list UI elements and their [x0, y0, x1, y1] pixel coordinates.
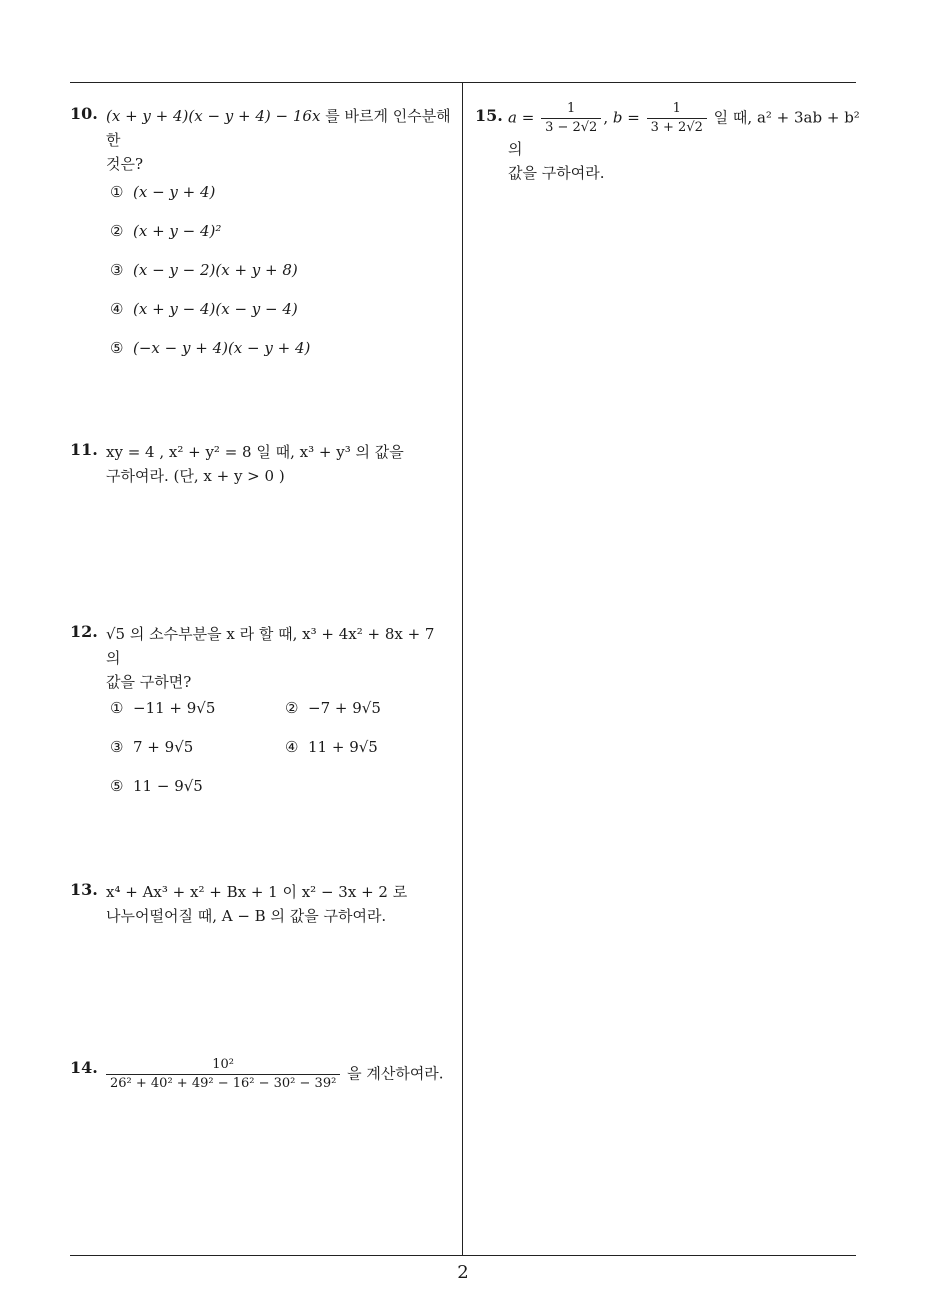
- stem-line1: x⁴ + Ax³ + x² + Bx + 1 이 x² − 3x + 2 로: [106, 883, 408, 901]
- page-number: 2: [457, 1262, 469, 1283]
- option-text: 11 − 9√5: [133, 777, 203, 795]
- problem-number: 15.: [475, 106, 503, 125]
- option-1[interactable]: [110, 696, 215, 720]
- stem-line2: 것은?: [106, 155, 144, 173]
- option-4[interactable]: [110, 297, 298, 321]
- option-mark: ②: [110, 222, 124, 240]
- option-mark: ④: [110, 300, 124, 318]
- stem-line2: 값을 구하여라.: [508, 164, 605, 182]
- problem-stem: [106, 440, 451, 488]
- a-lhs: a =: [508, 108, 535, 127]
- option-text: (x − y + 4): [133, 183, 216, 201]
- option-text: 7 + 9√5: [133, 738, 194, 756]
- option-1[interactable]: [110, 180, 215, 204]
- option-2[interactable]: [110, 219, 221, 243]
- problem-stem: [508, 100, 868, 185]
- separator: ,: [603, 108, 609, 127]
- stem-line2: 구하여라. (단, x + y > 0 ): [106, 467, 285, 485]
- problem-number: 14.: [70, 1058, 98, 1077]
- stem-tail: 일 때, a² + 3ab + b² 의: [508, 108, 860, 158]
- option-3[interactable]: [110, 735, 193, 759]
- option-mark: ③: [110, 261, 124, 279]
- stem-line2: 값을 구하면?: [106, 673, 192, 691]
- option-text: −11 + 9√5: [133, 699, 216, 717]
- option-mark: ①: [110, 183, 124, 201]
- fraction-a: [541, 100, 601, 137]
- stem-line1: xy = 4 , x² + y² = 8 일 때, x³ + y³ 의 값을: [106, 443, 404, 461]
- problem-stem: [106, 880, 451, 928]
- stem-tail: 을 계산하여라.: [347, 1064, 444, 1083]
- option-mark: ①: [110, 699, 124, 717]
- option-4[interactable]: [285, 735, 378, 759]
- problem-stem: [106, 104, 451, 176]
- problem-number: 10.: [70, 104, 98, 123]
- problem-stem: [106, 622, 451, 694]
- fraction-numerator: 10²: [212, 1057, 235, 1072]
- problem-number: 13.: [70, 880, 98, 899]
- option-text: (−x − y + 4)(x − y + 4): [133, 339, 311, 357]
- fraction-denominator: 3 − 2√2: [541, 118, 601, 137]
- option-2[interactable]: [285, 696, 381, 720]
- option-text: (x + y − 4)²: [133, 222, 222, 240]
- expression: (x + y + 4)(x − y + 4) − 16x: [106, 107, 321, 125]
- option-text: (x − y − 2)(x + y + 8): [133, 261, 298, 279]
- top-rule: [70, 82, 856, 83]
- option-text: 11 + 9√5: [308, 738, 378, 756]
- stem-tail: 를 바르게 인수분해한: [106, 107, 451, 149]
- option-5[interactable]: [110, 774, 203, 798]
- option-mark: ⑤: [110, 339, 124, 357]
- fraction-b: [647, 100, 707, 137]
- stem-line2: 나누어떨어질 때, A − B 의 값을 구하여라.: [106, 907, 387, 925]
- fraction-numerator: 1: [672, 101, 681, 116]
- option-text: (x + y − 4)(x − y − 4): [133, 300, 298, 318]
- fraction-numerator: 1: [567, 101, 576, 116]
- fraction-denominator: 26² + 40² + 49² − 16² − 30² − 39²: [106, 1074, 340, 1093]
- option-mark: ④: [285, 738, 299, 756]
- problem-stem: [104, 1056, 484, 1093]
- stem-line1: √5 의 소수부분을 x 라 할 때, x³ + 4x² + 8x + 7 의: [106, 625, 435, 667]
- problem-number: 12.: [70, 622, 98, 641]
- bottom-rule: [70, 1255, 856, 1256]
- option-mark: ②: [285, 699, 299, 717]
- b-lhs: b =: [612, 108, 640, 127]
- option-3[interactable]: [110, 258, 298, 282]
- option-mark: ③: [110, 738, 124, 756]
- option-text: −7 + 9√5: [308, 699, 381, 717]
- option-5[interactable]: [110, 336, 310, 360]
- problem-number: 11.: [70, 440, 98, 459]
- fraction: [106, 1056, 340, 1093]
- option-mark: ⑤: [110, 777, 124, 795]
- fraction-denominator: 3 + 2√2: [647, 118, 707, 137]
